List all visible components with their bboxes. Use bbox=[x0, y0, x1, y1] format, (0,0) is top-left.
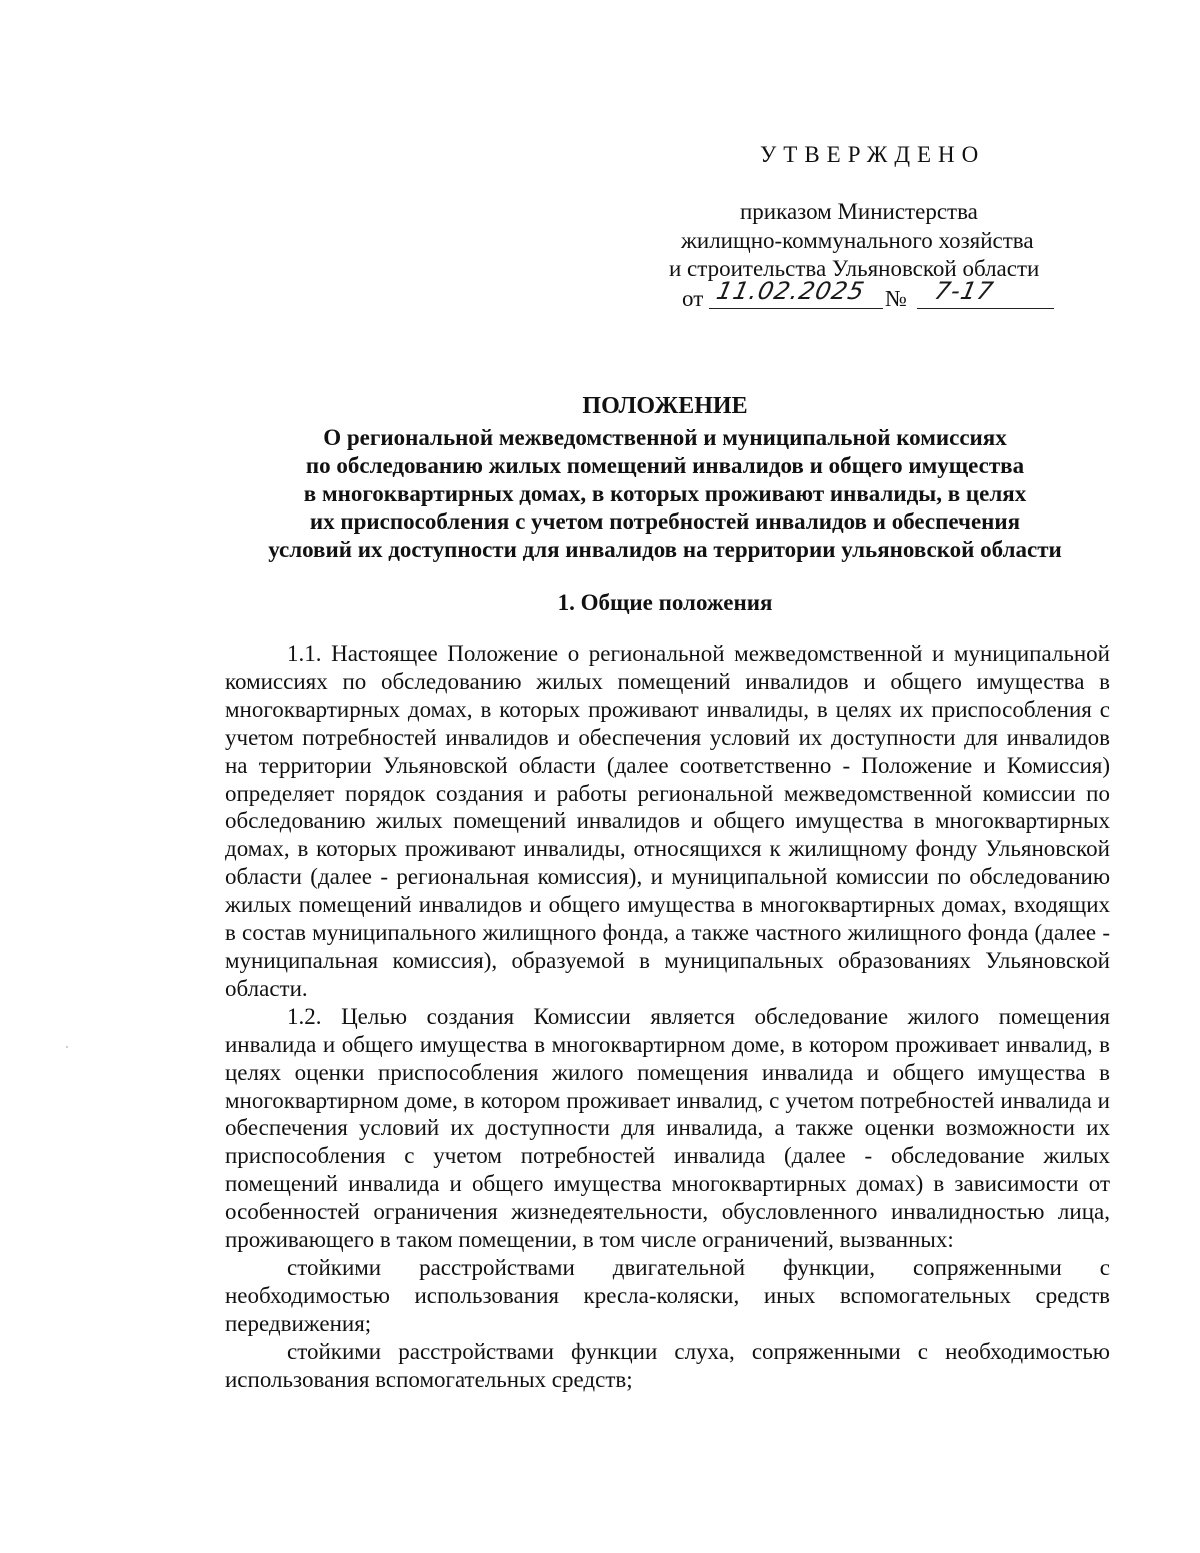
handwritten-date: 11.02.2025 bbox=[714, 277, 868, 305]
document-title: ПОЛОЖЕНИЕ bbox=[582, 393, 748, 419]
paragraph-1-1: 1.1. Настоящее Положение о региональной межведомственной и муниципальной комиссиях по обследованию жилых помещений инвалидов и общего имущества в многоквартирных домах, в которых проживают инвалиды, в целях их приспособления с учетом потребностей инвалидов и обеспечения условий их доступности для инвалидов на территории Ульяновской области (далее соответственно - Положение и Комиссия) определяет порядок создания и работы региональной межведомственной комиссии по обследованию жилых помещений инвалидов и общего имущества в многоквартирных домах, в которых проживают инвалиды, относящихся к жилищному фонду Ульяновской области (далее - региональная комиссия), и муниципальной комиссии по обследованию жилых помещений инвалидов и общего имущества в многоквартирных домах, входящих в состав муниципального жилищного фонда, а также частного жилищного фонда (далее - муниципальная комиссия), образуемой в муниципальных образованиях Ульяновской области. bbox=[225, 641, 1110, 1001]
order-reference bbox=[682, 277, 1054, 312]
approval-line-ministry: жилищно-коммунального хозяйства bbox=[681, 228, 1034, 253]
approval-title: УТВЕРЖДЕНО bbox=[760, 142, 986, 167]
handwritten-number: 7-17 bbox=[932, 277, 997, 305]
document-subtitle-line: их приспособления с учетом потребностей инвалидов и обеспечения bbox=[309, 509, 1021, 534]
document-subtitle-line: условий их доступности для инвалидов на территории ульяновской области bbox=[268, 537, 1062, 562]
body-text bbox=[225, 640, 1110, 1393]
document-subtitle-line: О региональной межведомственной и муниципальной комиссиях bbox=[323, 425, 1007, 450]
list-item-motor: стойкими расстройствами двигательной функции, сопряженными с необходимостью использования кресла-коляски, иных вспомогательных средств передвижения; bbox=[225, 1254, 1110, 1336]
date-blank bbox=[709, 277, 883, 309]
from-label: от bbox=[682, 286, 704, 311]
document-subtitle-line: по обследованию жилых помещений инвалидов и общего имущества bbox=[305, 453, 1025, 478]
number-blank bbox=[917, 277, 1054, 309]
scan-artifact bbox=[66, 1046, 68, 1048]
approval-line-order: приказом Министерства bbox=[740, 199, 978, 224]
document-subtitle-line: в многоквартирных домах, в которых проживают инвалиды, в целях bbox=[303, 481, 1027, 506]
list-item-hearing: стойкими расстройствами функции слуха, сопряженными с необходимостью использования вспомогательных средств; bbox=[225, 1338, 1110, 1392]
number-label: № bbox=[885, 286, 907, 311]
section-heading: 1. Общие положения bbox=[557, 590, 773, 615]
approval-line-region: и строительства Ульяновской области bbox=[669, 256, 1040, 281]
paragraph-1-2: 1.2. Целью создания Комиссии является обследование жилого помещения инвалида и общего имущества в многоквартирном доме, в котором проживает инвалид, в целях оценки приспособления жилого помещения инвалида и общего имущества в многоквартирном доме, в котором проживает инвалид, с учетом потребностей инвалида и обеспечения условий их доступности для инвалида, а также оценки возможности их приспособления с учетом потребностей инвалида (далее - обследование жилых помещений инвалида и общего имущества многоквартирных домах) в зависимости от особенностей ограничения жизнедеятельности, обусловленного инвалидностью лица, проживающего в таком помещении, в том числе ограничений, вызванных: bbox=[225, 1003, 1110, 1253]
